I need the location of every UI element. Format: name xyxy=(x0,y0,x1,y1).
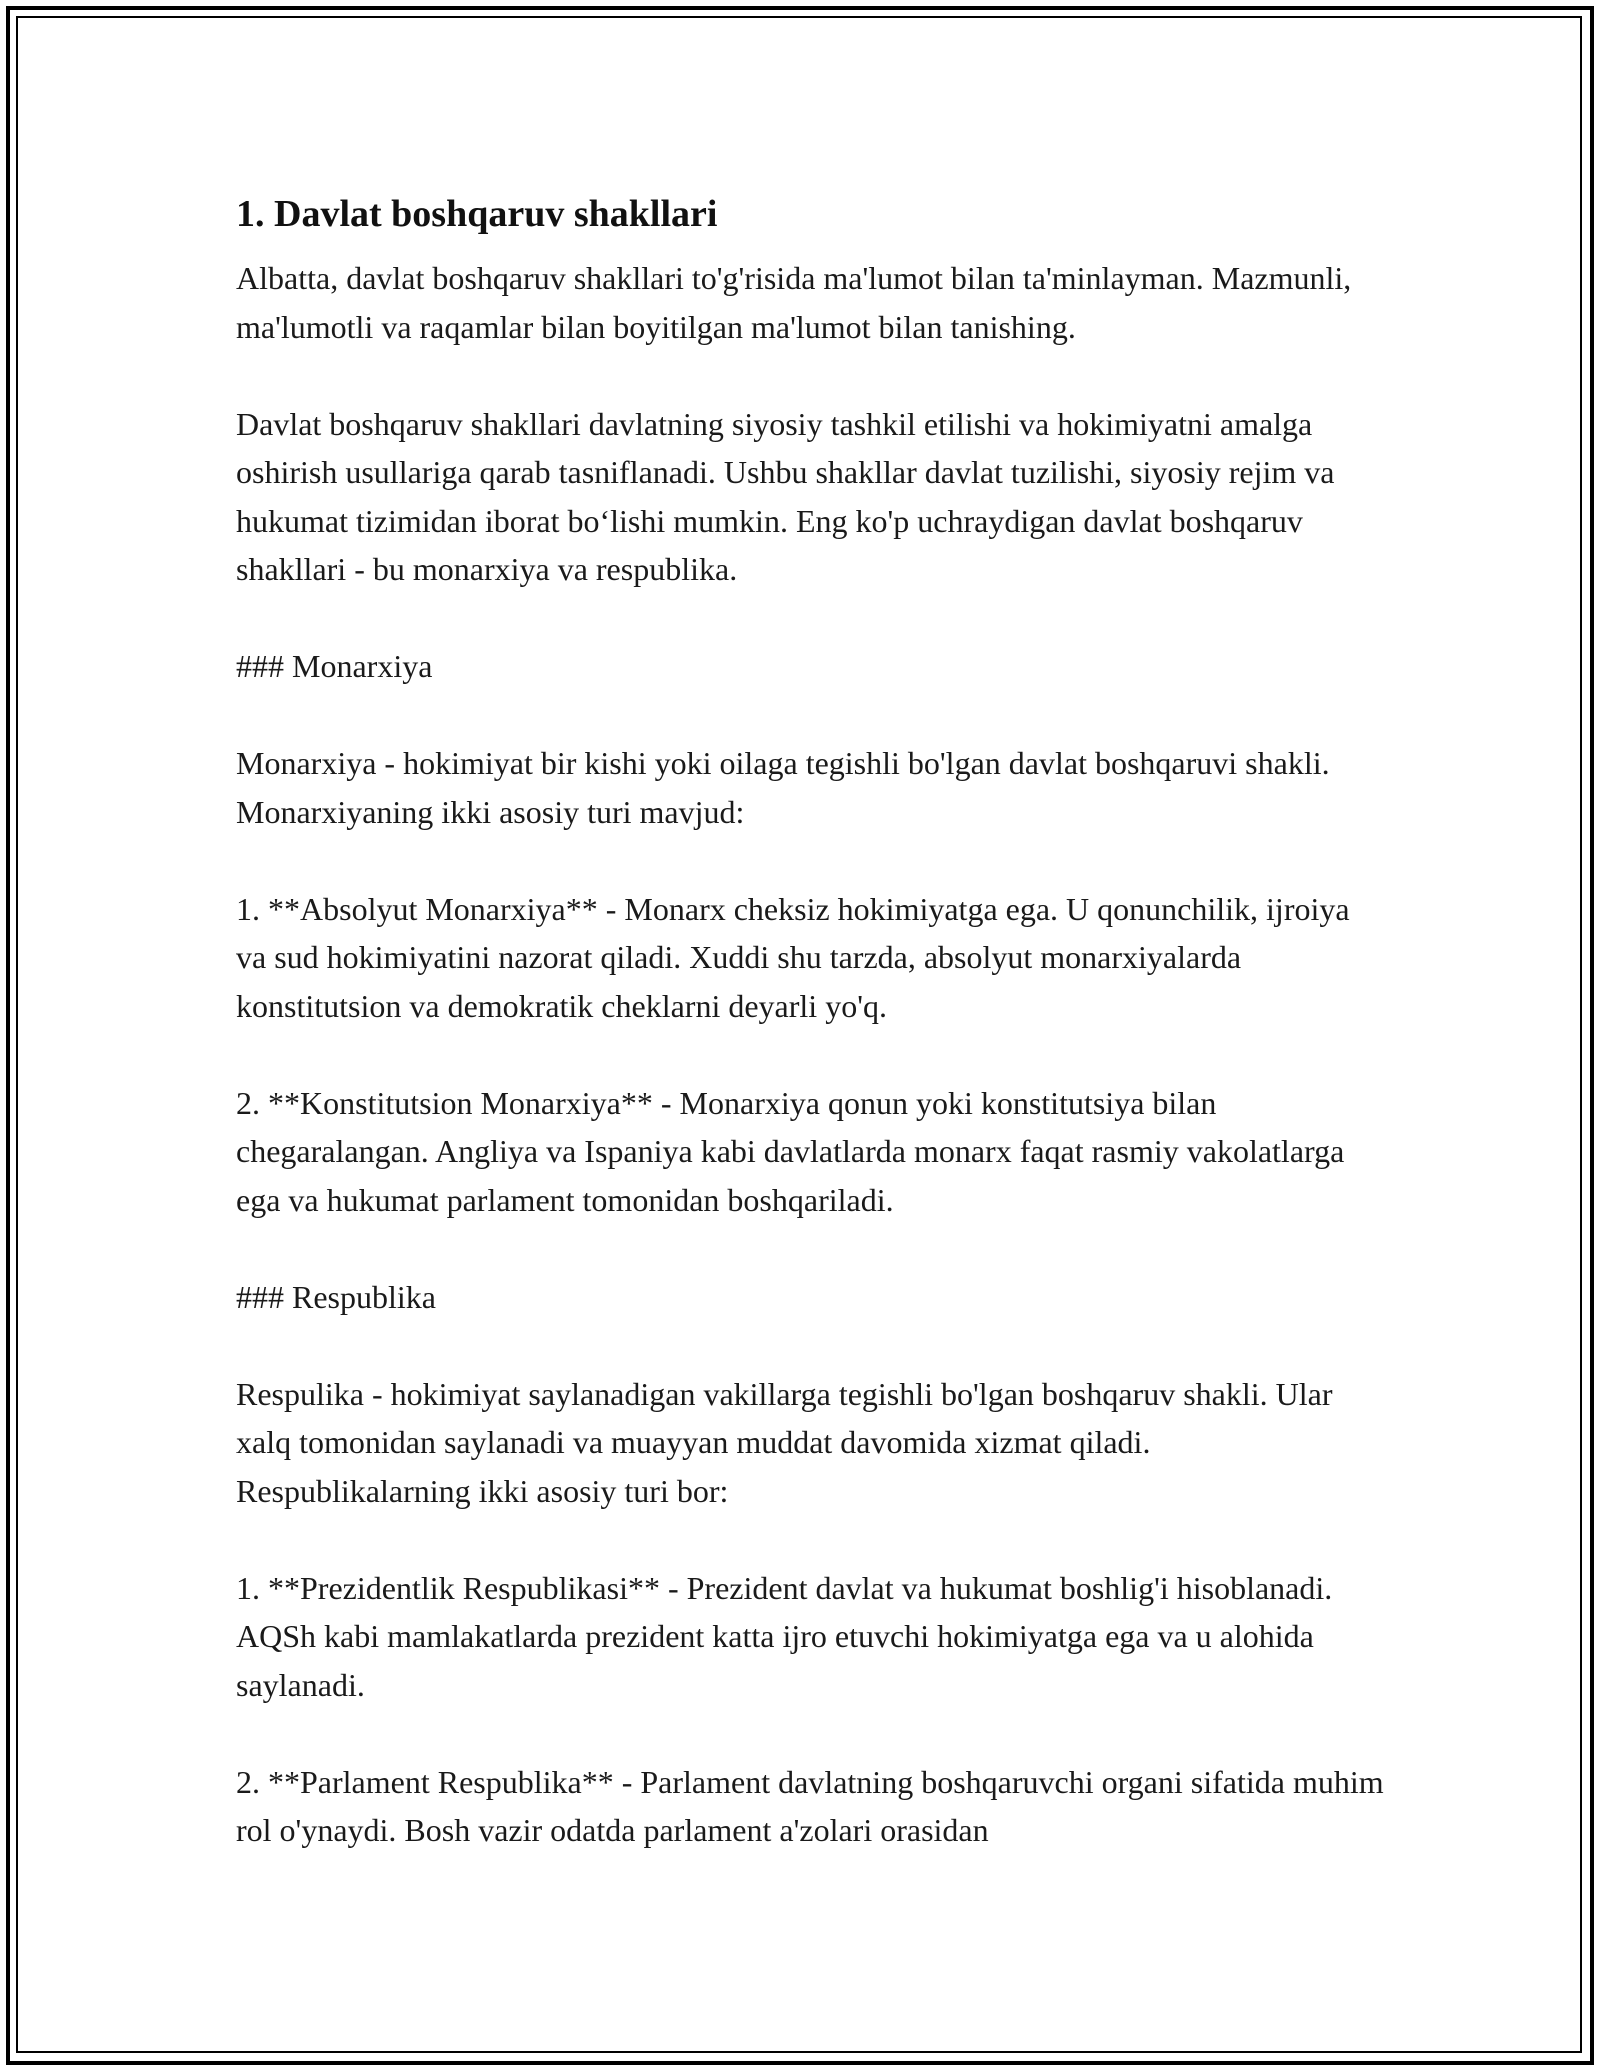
document-body xyxy=(236,186,1386,1855)
monarxiya-heading: ### Monarxiya xyxy=(236,648,433,684)
absolyut-monarxiya-item: 1. **Absolyut Monarxiya** - Monarx cheksiz hokimiyatga ega. U qonunchilik, ijroiya va sud hokimiyatini nazorat qiladi. Xuddi shu tarzda, absolyut monarxiyalarda konstitutsion va demokratik cheklarni deyarli yo'q. xyxy=(236,890,1350,1024)
respublika-heading: ### Respublika xyxy=(236,1278,436,1315)
parlament-respublika-item: 2. **Parlament Respublika** - Parlament davlatning boshqaruvchi organi sifatida muhim rol o'ynaydi. Bosh vazir odatda parlament a'zolari orasidan xyxy=(236,1763,1384,1848)
monarxiya-paragraph: Monarxiya - hokimiyat bir kishi yoki oilaga tegishli bo'lgan davlat boshqaruvi shakli. Monarxiyaning ikki asosiy turi mavjud: xyxy=(236,745,1330,830)
konstitutsion-monarxiya-item: 2. **Konstitutsion Monarxiya** - Monarxiya qonun yoki konstitutsiya bilan chegaralangan. Angliya va Ispaniya kabi davlatlarda monarx faqat rasmiy vakolatlarga ega va hukumat parlament tomonidan boshqariladi. xyxy=(236,1084,1345,1218)
document-title: 1. Davlat boshqaruv shakllari xyxy=(236,193,718,235)
overview-paragraph: Davlat boshqaruv shakllari davlatning siyosiy tashkil etilishi va hokimiyatni amalga oshirish usullariga qarab tasniflanadi. Ushbu shakllar davlat tuzilishi, siyosiy rejim va hukumat tizimidan iborat bo‘lishi mumkin. Eng ko'p uchraydigan davlat boshqaruv shakllari - bu monarxiya va respublika. xyxy=(236,405,1335,587)
prezidentlik-respublikasi-item: 1. **Prezidentlik Respublikasi** - Prezident davlat va hukumat boshlig'i hisoblanadi. AQSh kabi mamlakatlarda prezident katta ijro etuvchi hokimiyatga ega va u alohida saylanadi. xyxy=(236,1569,1333,1703)
respublika-paragraph: Respulika - hokimiyat saylanadigan vakillarga tegishli bo'lgan boshqaruv shakli. Ular xalq tomonidan saylanadi va muayyan muddat davomida xizmat qiladi. Respublikalarning ikki asosiy turi bor: xyxy=(236,1375,1333,1509)
intro-paragraph: Albatta, davlat boshqaruv shakllari to'g'risida ma'lumot bilan ta'minlayman. Mazmunli, ma'lumotli va raqamlar bilan boyitilgan ma'lumot bilan tanishing. xyxy=(236,260,1352,345)
